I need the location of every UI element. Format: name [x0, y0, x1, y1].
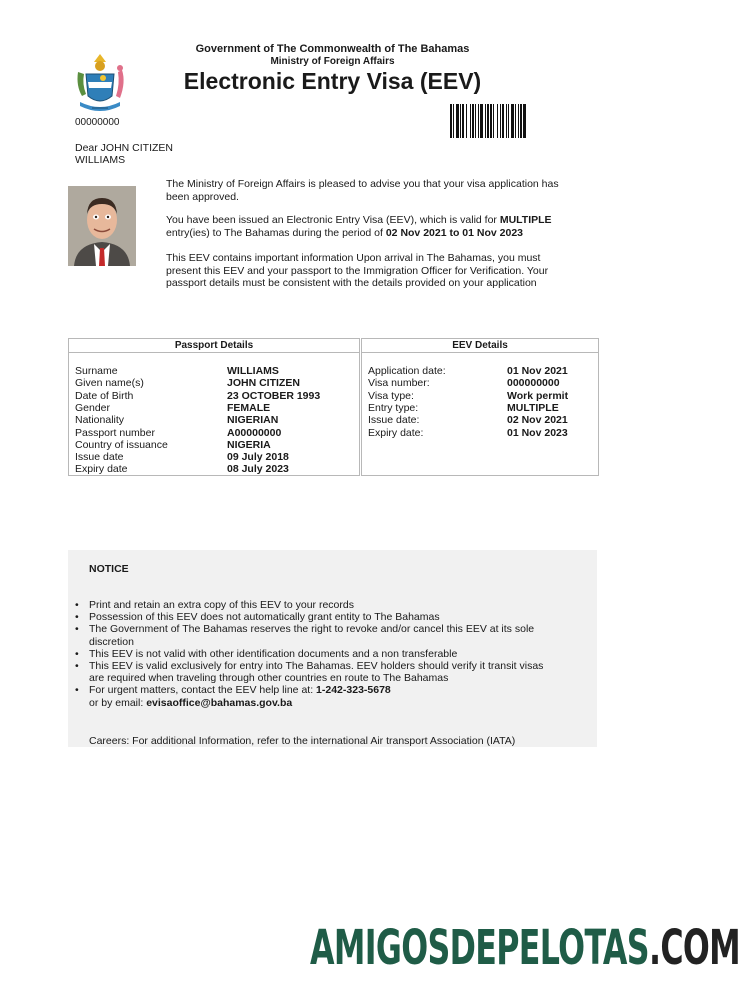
- watermark-brand: AMIGOSDEPELOTAS: [310, 920, 649, 976]
- notice-list: [73, 599, 544, 709]
- passport-label: Given name(s): [75, 377, 144, 390]
- eev-value: Work permit: [507, 389, 569, 402]
- eev-value: MULTIPLE: [507, 401, 559, 414]
- issuance-text-a: You have been issued an Electronic Entry Visa (EEV), which is valid for: [166, 214, 500, 226]
- government-heading: Government of The Commonwealth of The Bahamas: [195, 43, 470, 55]
- passport-label: Expiry date: [75, 463, 128, 476]
- entry-type-highlight: MULTIPLE: [499, 214, 552, 226]
- approval-paragraph: The Ministry of Foreign Affairs is pleased to advise you that your visa application has been approved.: [166, 178, 559, 203]
- notice-item: • Print and retain an extra copy of this EEV to your records: [89, 599, 544, 611]
- help-line-phone: 1-242-323-5678: [316, 684, 391, 697]
- passport-details-box: [68, 338, 360, 476]
- notice-item-contact: [89, 684, 544, 708]
- salutation: [75, 142, 173, 166]
- document-title: Electronic Entry Visa (EEV): [183, 68, 482, 94]
- urgent-text: For urgent matters, contact the EEV help line at:: [89, 684, 317, 697]
- passport-label: Passport number: [75, 426, 155, 439]
- notice-item: • This EEV is not valid with other identification documents and a non transferable: [89, 648, 544, 660]
- passport-label: Gender: [75, 401, 111, 414]
- notice-item: • The Government of The Bahamas reserves the right to revoke and/or cancel this EEV at its sole discretion: [89, 623, 544, 647]
- eev-label: Expiry date:: [368, 426, 424, 439]
- notice-panel: [68, 550, 597, 747]
- issuance-text-b: entry(ies) to The Bahamas during the period of: [166, 226, 386, 239]
- eev-value: 01 Nov 2023: [507, 426, 568, 439]
- passport-label: Surname: [75, 365, 118, 377]
- validity-period: 02 Nov 2021 to 01 Nov 2023: [385, 226, 524, 239]
- watermark-logo: [310, 920, 740, 976]
- eev-value: 01 Nov 2021: [507, 365, 568, 377]
- coat-of-arms-icon: [72, 52, 128, 116]
- salutation-line-1: Dear JOHN CITIZEN: [75, 142, 174, 154]
- issuance-paragraph: [166, 214, 576, 239]
- watermark-tld: .COM: [648, 920, 740, 976]
- passport-details-heading: Passport Details: [69, 339, 359, 353]
- eev-label: Entry type:: [368, 401, 419, 414]
- notice-title: NOTICE: [89, 563, 129, 575]
- eev-details-box: [361, 338, 599, 476]
- passport-label: Country of issuance: [75, 438, 168, 451]
- careers-note: Careers: For additional Information, refer to the international Air transport Association (IATA): [89, 735, 516, 747]
- passport-label: Date of Birth: [75, 389, 134, 402]
- notice-item: • This EEV is valid exclusively for entry into The Bahamas. EEV holders should verify it transit visas are required when traveling through other countries en route to The Bahamas: [89, 660, 544, 684]
- eev-details-heading: EEV Details: [362, 339, 598, 353]
- eev-label: Visa number:: [368, 377, 430, 390]
- eev-label: Visa type:: [368, 389, 414, 402]
- eev-label: Application date:: [368, 365, 446, 377]
- eev-value: 000000000: [507, 377, 560, 390]
- passport-value: WILLIAMS: [227, 365, 279, 377]
- eev-label: Issue date:: [368, 414, 420, 427]
- help-line-email: evisaoffice@bahamas.gov.ba: [146, 696, 293, 709]
- passport-value: FEMALE: [227, 401, 271, 414]
- passport-value: 08 July 2023: [227, 463, 289, 476]
- passport-label: Issue date: [75, 451, 124, 464]
- passport-label: Nationality: [75, 414, 125, 427]
- barcode-icon: [450, 104, 564, 138]
- passport-value: NIGERIAN: [227, 414, 279, 427]
- eev-value: 02 Nov 2021: [507, 414, 568, 427]
- notice-item: • Possession of this EEV does not automatically grant entity to The Bahamas: [89, 611, 544, 623]
- email-text: or by email:: [89, 696, 147, 709]
- arrival-info-paragraph: This EEV contains important information Upon arrival in The Bahamas, you must present this EEV and your passport to the Immigration Officer for Verification. Your passport details must be consistent with the details provided on your application: [166, 252, 549, 289]
- passport-value: NIGERIA: [227, 438, 271, 451]
- ministry-heading: Ministry of Foreign Affairs: [270, 56, 395, 67]
- passport-value: 23 OCTOBER 1993: [227, 389, 321, 402]
- passport-value: JOHN CITIZEN: [227, 377, 300, 390]
- passport-value: 09 July 2018: [227, 451, 289, 464]
- reference-number: 00000000: [75, 117, 120, 128]
- applicant-photo: [68, 186, 136, 266]
- passport-value: A00000000: [227, 426, 282, 439]
- salutation-line-2: WILLIAMS: [75, 154, 126, 166]
